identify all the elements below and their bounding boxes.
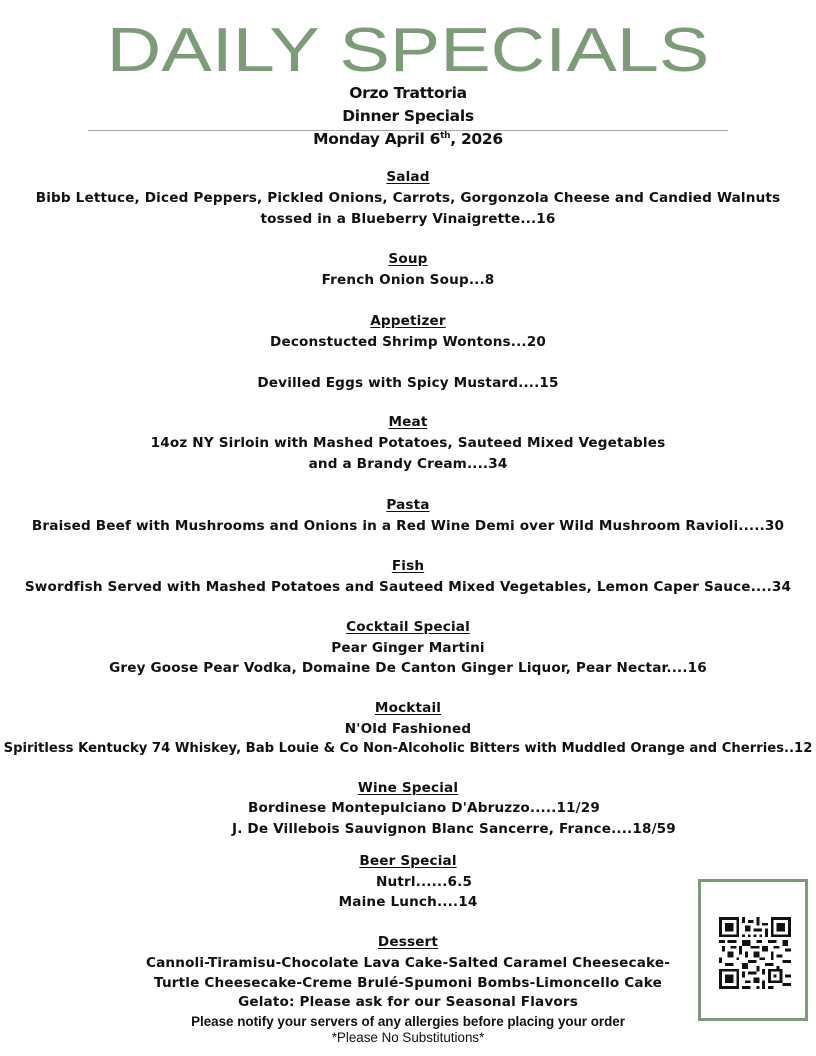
- dessert-line-2: Turtle Cheesecake-Creme Brulé-Spumoni Bombs-Limoncello Cake: [154, 975, 662, 991]
- wine-line-2: J. De Villebois Sauvignon Blanc Sancerre, France....18/59: [232, 821, 676, 837]
- salad-line-2: tossed in a Blueberry Vinaigrette...16: [260, 211, 556, 227]
- banner-title: DAILY SPECIALS: [106, 16, 710, 85]
- mocktail-heading: Mocktail: [374, 700, 442, 716]
- wine-heading: Wine Special: [357, 780, 459, 796]
- beer-line-2: Maine Lunch....14: [338, 894, 478, 910]
- cocktail-line-1: Pear Ginger Martini: [331, 640, 485, 656]
- cocktail-heading: Cocktail Special: [346, 619, 470, 635]
- restaurant-name: Orzo Trattoria: [349, 84, 467, 102]
- allergy-note: Please notify your servers of any allergies before placing your order: [191, 1014, 625, 1029]
- appetizer-line-1: Deconstucted Shrimp Wontons...20: [270, 334, 546, 350]
- soup-heading: Soup: [388, 251, 428, 267]
- salad-line-1: Bibb Lettuce, Diced Peppers, Pickled Onions, Carrots, Gorgonzola Cheese and Candied Walnuts: [35, 190, 781, 206]
- dessert-line-1: Cannoli-Tiramisu-Chocolate Lava Cake-Salted Caramel Cheesecake-: [145, 955, 671, 971]
- date-text: Monday April 6: [313, 130, 441, 148]
- cocktail-line-2: Grey Goose Pear Vodka, Domaine De Canton Ginger Liquor, Pear Nectar....16: [109, 660, 707, 676]
- fish-line-1: Swordfish Served with Mashed Potatoes and Sauteed Mixed Vegetables, Lemon Caper Sauce....34: [24, 579, 792, 595]
- salad-heading: Salad: [386, 169, 430, 185]
- menu-date: [0, 130, 816, 148]
- mocktail-line-1: N'Old Fashioned: [344, 721, 472, 737]
- pasta-heading: Pasta: [386, 497, 430, 513]
- meat-line-1: 14oz NY Sirloin with Mashed Potatoes, Sauteed Mixed Vegetables: [150, 435, 666, 451]
- meat-heading: Meat: [388, 414, 428, 430]
- beer-line-1: Nutrl......6.5: [376, 874, 473, 890]
- dessert-heading: Dessert: [377, 934, 439, 950]
- soup-line-1: French Onion Soup...8: [321, 272, 495, 288]
- qr-code-icon[interactable]: [719, 917, 791, 989]
- wine-line-1: Bordinese Montepulciano D'Abruzzo.....11/29: [248, 800, 601, 816]
- fish-heading: Fish: [391, 558, 425, 574]
- dessert-line-3: Gelato: Please ask for our Seasonal Flavors: [238, 994, 578, 1010]
- substitution-note: *Please No Substitutions*: [331, 1030, 485, 1045]
- pasta-line-1: Braised Beef with Mushrooms and Onions in a Red Wine Demi over Wild Mushroom Ravioli.....30: [31, 518, 785, 534]
- beer-heading: Beer Special: [359, 853, 457, 869]
- appetizer-heading: Appetizer: [370, 313, 446, 329]
- meat-line-2: and a Brandy Cream....34: [308, 456, 508, 472]
- date-year: , 2026: [450, 130, 503, 148]
- menu-subtitle: Dinner Specials: [342, 107, 474, 125]
- appetizer-line-2: Devilled Eggs with Spicy Mustard....15: [257, 375, 559, 391]
- date-ordinal: th: [440, 130, 451, 141]
- mocktail-line-2: Spiritless Kentucky 74 Whiskey, Bab Louie & Co Non-Alcoholic Bitters with Muddled Orange and Cherries..12: [3, 741, 813, 756]
